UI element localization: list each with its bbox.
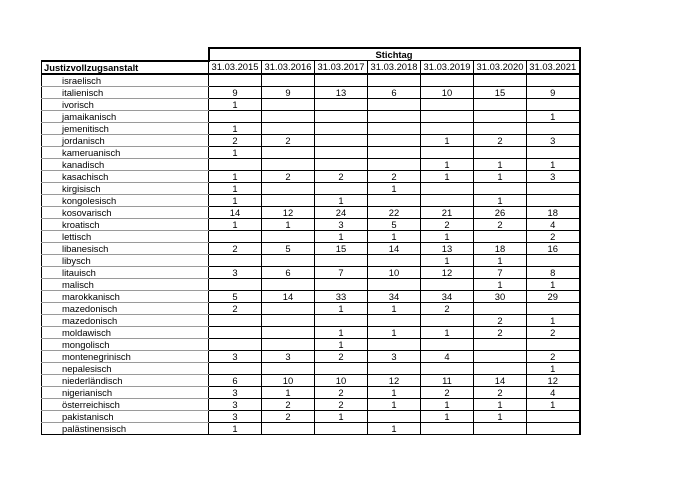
value-cell bbox=[527, 302, 580, 314]
value-cell: 1 bbox=[209, 194, 262, 206]
table-row bbox=[42, 290, 580, 302]
value-cell bbox=[527, 338, 580, 350]
value-cell: 2 bbox=[474, 326, 527, 338]
table-row bbox=[42, 146, 580, 158]
value-cell: 12 bbox=[527, 374, 580, 386]
value-cell: 2 bbox=[262, 398, 315, 410]
value-cell: 12 bbox=[262, 206, 315, 218]
value-cell: 34 bbox=[368, 290, 421, 302]
value-cell: 1 bbox=[315, 410, 368, 422]
value-cell bbox=[421, 74, 474, 87]
value-cell bbox=[368, 158, 421, 170]
value-cell bbox=[474, 110, 527, 122]
table-row bbox=[42, 398, 580, 410]
value-cell: 1 bbox=[527, 110, 580, 122]
value-cell: 1 bbox=[421, 230, 474, 242]
value-cell bbox=[209, 158, 262, 170]
value-cell bbox=[421, 278, 474, 290]
nationality-label: kosovarisch bbox=[42, 206, 209, 218]
table-row bbox=[42, 374, 580, 386]
value-cell: 1 bbox=[209, 218, 262, 230]
value-cell: 1 bbox=[421, 254, 474, 266]
value-cell: 1 bbox=[474, 410, 527, 422]
value-cell bbox=[474, 302, 527, 314]
value-cell bbox=[262, 122, 315, 134]
value-cell: 9 bbox=[262, 86, 315, 98]
value-cell: 2 bbox=[421, 386, 474, 398]
value-cell bbox=[315, 422, 368, 434]
value-cell bbox=[527, 146, 580, 158]
date-header: 31.03.2018 bbox=[368, 61, 421, 74]
nationality-label: mazedonisch bbox=[42, 302, 209, 314]
value-cell: 13 bbox=[315, 86, 368, 98]
value-cell: 3 bbox=[209, 386, 262, 398]
value-cell bbox=[368, 98, 421, 110]
table-row bbox=[42, 230, 580, 242]
value-cell bbox=[262, 110, 315, 122]
table-row bbox=[42, 314, 580, 326]
value-cell bbox=[262, 362, 315, 374]
value-cell bbox=[315, 254, 368, 266]
value-cell bbox=[262, 182, 315, 194]
value-cell: 2 bbox=[209, 302, 262, 314]
nationality-label: kasachisch bbox=[42, 170, 209, 182]
value-cell: 1 bbox=[315, 194, 368, 206]
value-cell bbox=[474, 362, 527, 374]
value-cell bbox=[421, 182, 474, 194]
table-row bbox=[42, 158, 580, 170]
table-row bbox=[42, 254, 580, 266]
value-cell: 1 bbox=[368, 230, 421, 242]
value-cell: 2 bbox=[368, 170, 421, 182]
nationality-label: mazedonisch bbox=[42, 314, 209, 326]
value-cell: 3 bbox=[209, 266, 262, 278]
table-row bbox=[42, 206, 580, 218]
nationality-label: libysch bbox=[42, 254, 209, 266]
table-row bbox=[42, 170, 580, 182]
value-cell: 18 bbox=[527, 206, 580, 218]
value-cell: 22 bbox=[368, 206, 421, 218]
value-cell: 6 bbox=[368, 86, 421, 98]
table-row bbox=[42, 134, 580, 146]
value-cell: 1 bbox=[527, 398, 580, 410]
nationality-label: niederländisch bbox=[42, 374, 209, 386]
value-cell: 2 bbox=[315, 386, 368, 398]
value-cell bbox=[315, 158, 368, 170]
value-cell: 3 bbox=[209, 410, 262, 422]
value-cell: 10 bbox=[368, 266, 421, 278]
value-cell: 5 bbox=[209, 290, 262, 302]
value-cell: 7 bbox=[315, 266, 368, 278]
table-row bbox=[42, 218, 580, 230]
value-cell: 4 bbox=[527, 386, 580, 398]
value-cell: 1 bbox=[262, 218, 315, 230]
value-cell: 1 bbox=[262, 386, 315, 398]
table-row bbox=[42, 350, 580, 362]
value-cell: 5 bbox=[262, 242, 315, 254]
value-cell: 29 bbox=[527, 290, 580, 302]
value-cell bbox=[262, 302, 315, 314]
nationality-label: marokkanisch bbox=[42, 290, 209, 302]
nationality-label: kongolesisch bbox=[42, 194, 209, 206]
table-row bbox=[42, 362, 580, 374]
value-cell: 11 bbox=[421, 374, 474, 386]
value-cell: 9 bbox=[527, 86, 580, 98]
value-cell: 4 bbox=[421, 350, 474, 362]
value-cell: 4 bbox=[527, 218, 580, 230]
table-row bbox=[42, 302, 580, 314]
nationality-label: kameruanisch bbox=[42, 146, 209, 158]
nationality-label: palästinensisch bbox=[42, 422, 209, 434]
value-cell: 1 bbox=[421, 134, 474, 146]
value-cell bbox=[368, 74, 421, 87]
value-cell bbox=[262, 314, 315, 326]
nationality-label: jordanisch bbox=[42, 134, 209, 146]
value-cell: 1 bbox=[368, 398, 421, 410]
value-cell: 1 bbox=[368, 302, 421, 314]
nationality-label: kanadisch bbox=[42, 158, 209, 170]
nationality-label: pakistanisch bbox=[42, 410, 209, 422]
value-cell: 1 bbox=[209, 182, 262, 194]
value-cell bbox=[209, 110, 262, 122]
value-cell: 2 bbox=[262, 134, 315, 146]
value-cell bbox=[527, 410, 580, 422]
value-cell: 1 bbox=[209, 146, 262, 158]
value-cell: 26 bbox=[474, 206, 527, 218]
value-cell: 2 bbox=[421, 218, 474, 230]
header-blank-cell bbox=[42, 48, 209, 61]
value-cell: 1 bbox=[368, 422, 421, 434]
value-cell: 1 bbox=[421, 326, 474, 338]
nationality-label: malisch bbox=[42, 278, 209, 290]
nationality-label: nepalesisch bbox=[42, 362, 209, 374]
value-cell bbox=[368, 254, 421, 266]
value-cell: 10 bbox=[262, 374, 315, 386]
value-cell: 2 bbox=[262, 410, 315, 422]
value-cell: 2 bbox=[474, 134, 527, 146]
table-row bbox=[42, 242, 580, 254]
value-cell: 2 bbox=[315, 350, 368, 362]
value-cell bbox=[421, 422, 474, 434]
value-cell: 13 bbox=[421, 242, 474, 254]
table-row bbox=[42, 326, 580, 338]
value-cell: 6 bbox=[262, 266, 315, 278]
table-row bbox=[42, 86, 580, 98]
value-cell: 14 bbox=[368, 242, 421, 254]
value-cell bbox=[209, 230, 262, 242]
value-cell bbox=[474, 182, 527, 194]
value-cell: 1 bbox=[315, 302, 368, 314]
value-cell: 1 bbox=[368, 182, 421, 194]
nationality-label: jamaikanisch bbox=[42, 110, 209, 122]
value-cell bbox=[474, 98, 527, 110]
table-row bbox=[42, 386, 580, 398]
value-cell bbox=[315, 182, 368, 194]
value-cell bbox=[209, 362, 262, 374]
value-cell: 1 bbox=[368, 386, 421, 398]
value-cell: 1 bbox=[209, 170, 262, 182]
value-cell: 1 bbox=[421, 398, 474, 410]
value-cell: 2 bbox=[474, 218, 527, 230]
value-cell bbox=[368, 278, 421, 290]
value-cell: 1 bbox=[315, 338, 368, 350]
value-cell bbox=[315, 278, 368, 290]
value-cell: 2 bbox=[527, 350, 580, 362]
value-cell: 14 bbox=[209, 206, 262, 218]
value-cell bbox=[315, 122, 368, 134]
value-cell: 30 bbox=[474, 290, 527, 302]
value-cell: 1 bbox=[368, 326, 421, 338]
value-cell bbox=[315, 134, 368, 146]
value-cell bbox=[315, 146, 368, 158]
table-row bbox=[42, 278, 580, 290]
value-cell bbox=[315, 110, 368, 122]
value-cell bbox=[421, 110, 474, 122]
value-cell bbox=[368, 146, 421, 158]
value-cell: 5 bbox=[368, 218, 421, 230]
table-row bbox=[42, 266, 580, 278]
facility-header: Justizvollzugsanstalt bbox=[42, 61, 209, 74]
value-cell bbox=[209, 74, 262, 87]
value-cell bbox=[262, 326, 315, 338]
value-cell bbox=[527, 254, 580, 266]
value-cell bbox=[209, 314, 262, 326]
value-cell bbox=[315, 314, 368, 326]
value-cell bbox=[368, 338, 421, 350]
value-cell: 2 bbox=[209, 242, 262, 254]
value-cell: 3 bbox=[209, 398, 262, 410]
value-cell: 3 bbox=[527, 170, 580, 182]
value-cell bbox=[368, 314, 421, 326]
value-cell bbox=[209, 326, 262, 338]
value-cell: 1 bbox=[474, 194, 527, 206]
value-cell bbox=[315, 74, 368, 87]
value-cell: 1 bbox=[474, 170, 527, 182]
value-cell: 3 bbox=[368, 350, 421, 362]
value-cell: 24 bbox=[315, 206, 368, 218]
value-cell: 15 bbox=[315, 242, 368, 254]
date-header: 31.03.2021 bbox=[527, 61, 580, 74]
date-header: 31.03.2015 bbox=[209, 61, 262, 74]
value-cell: 1 bbox=[209, 98, 262, 110]
value-cell: 7 bbox=[474, 266, 527, 278]
value-cell: 14 bbox=[262, 290, 315, 302]
value-cell bbox=[262, 98, 315, 110]
table-row bbox=[42, 182, 580, 194]
value-cell bbox=[368, 110, 421, 122]
value-cell: 2 bbox=[527, 326, 580, 338]
value-cell: 1 bbox=[421, 170, 474, 182]
date-header: 31.03.2016 bbox=[262, 61, 315, 74]
value-cell: 34 bbox=[421, 290, 474, 302]
nationality-label: israelisch bbox=[42, 74, 209, 87]
value-cell bbox=[474, 422, 527, 434]
value-cell: 14 bbox=[474, 374, 527, 386]
value-cell: 18 bbox=[474, 242, 527, 254]
value-cell: 1 bbox=[474, 158, 527, 170]
value-cell bbox=[474, 230, 527, 242]
value-cell bbox=[421, 362, 474, 374]
value-cell: 2 bbox=[421, 302, 474, 314]
stichtag-header: Stichtag bbox=[209, 48, 580, 61]
value-cell bbox=[262, 158, 315, 170]
statistics-table bbox=[41, 47, 581, 435]
value-cell: 2 bbox=[474, 386, 527, 398]
nationality-label: moldawisch bbox=[42, 326, 209, 338]
value-cell bbox=[368, 134, 421, 146]
value-cell: 10 bbox=[421, 86, 474, 98]
value-cell bbox=[527, 422, 580, 434]
value-cell bbox=[474, 338, 527, 350]
value-cell: 2 bbox=[474, 314, 527, 326]
value-cell bbox=[527, 122, 580, 134]
value-cell: 1 bbox=[315, 326, 368, 338]
value-cell: 3 bbox=[315, 218, 368, 230]
value-cell: 2 bbox=[527, 230, 580, 242]
value-cell bbox=[474, 122, 527, 134]
value-cell: 9 bbox=[209, 86, 262, 98]
value-cell bbox=[368, 194, 421, 206]
value-cell bbox=[527, 182, 580, 194]
value-cell bbox=[421, 194, 474, 206]
value-cell: 2 bbox=[209, 134, 262, 146]
table-row bbox=[42, 338, 580, 350]
value-cell bbox=[262, 230, 315, 242]
table-row bbox=[42, 122, 580, 134]
header-row-dates bbox=[42, 61, 580, 74]
value-cell bbox=[262, 278, 315, 290]
nationality-label: mongolisch bbox=[42, 338, 209, 350]
nationality-label: litauisch bbox=[42, 266, 209, 278]
table-row bbox=[42, 110, 580, 122]
value-cell bbox=[421, 314, 474, 326]
table-row bbox=[42, 74, 580, 87]
value-cell bbox=[474, 74, 527, 87]
value-cell bbox=[315, 362, 368, 374]
table-row bbox=[42, 422, 580, 434]
value-cell: 12 bbox=[421, 266, 474, 278]
value-cell bbox=[421, 98, 474, 110]
value-cell: 1 bbox=[209, 122, 262, 134]
spreadsheet bbox=[41, 47, 581, 435]
nationality-label: ivorisch bbox=[42, 98, 209, 110]
nationality-label: jemenitisch bbox=[42, 122, 209, 134]
nationality-label: lettisch bbox=[42, 230, 209, 242]
value-cell: 1 bbox=[421, 158, 474, 170]
value-cell: 12 bbox=[368, 374, 421, 386]
value-cell: 2 bbox=[315, 170, 368, 182]
value-cell bbox=[368, 362, 421, 374]
value-cell bbox=[527, 194, 580, 206]
value-cell: 3 bbox=[209, 350, 262, 362]
value-cell: 2 bbox=[315, 398, 368, 410]
value-cell: 1 bbox=[474, 398, 527, 410]
nationality-label: kirgisisch bbox=[42, 182, 209, 194]
value-cell bbox=[421, 146, 474, 158]
nationality-label: österreichisch bbox=[42, 398, 209, 410]
value-cell: 8 bbox=[527, 266, 580, 278]
value-cell: 33 bbox=[315, 290, 368, 302]
value-cell: 15 bbox=[474, 86, 527, 98]
value-cell: 1 bbox=[421, 410, 474, 422]
table-row bbox=[42, 410, 580, 422]
table-row bbox=[42, 98, 580, 110]
value-cell bbox=[421, 122, 474, 134]
date-header: 31.03.2019 bbox=[421, 61, 474, 74]
value-cell: 1 bbox=[474, 278, 527, 290]
nationality-label: libanesisch bbox=[42, 242, 209, 254]
value-cell bbox=[262, 146, 315, 158]
value-cell bbox=[209, 254, 262, 266]
value-cell bbox=[262, 194, 315, 206]
value-cell: 1 bbox=[315, 230, 368, 242]
value-cell bbox=[262, 422, 315, 434]
table-row bbox=[42, 194, 580, 206]
value-cell: 2 bbox=[262, 170, 315, 182]
value-cell: 1 bbox=[527, 314, 580, 326]
date-header: 31.03.2020 bbox=[474, 61, 527, 74]
value-cell: 3 bbox=[262, 350, 315, 362]
value-cell bbox=[474, 146, 527, 158]
value-cell bbox=[527, 98, 580, 110]
nationality-label: kroatisch bbox=[42, 218, 209, 230]
value-cell: 10 bbox=[315, 374, 368, 386]
value-cell bbox=[474, 350, 527, 362]
value-cell bbox=[368, 410, 421, 422]
value-cell bbox=[315, 98, 368, 110]
nationality-label: nigerianisch bbox=[42, 386, 209, 398]
value-cell: 1 bbox=[527, 278, 580, 290]
value-cell: 16 bbox=[527, 242, 580, 254]
value-cell bbox=[421, 338, 474, 350]
value-cell: 1 bbox=[209, 422, 262, 434]
header-row-group bbox=[42, 48, 580, 61]
value-cell bbox=[209, 338, 262, 350]
value-cell: 1 bbox=[527, 362, 580, 374]
value-cell bbox=[262, 254, 315, 266]
value-cell: 3 bbox=[527, 134, 580, 146]
nationality-label: italienisch bbox=[42, 86, 209, 98]
value-cell bbox=[368, 122, 421, 134]
nationality-label: montenegrinisch bbox=[42, 350, 209, 362]
value-cell bbox=[209, 278, 262, 290]
value-cell: 1 bbox=[527, 158, 580, 170]
value-cell bbox=[527, 74, 580, 87]
value-cell bbox=[262, 74, 315, 87]
value-cell: 21 bbox=[421, 206, 474, 218]
value-cell: 1 bbox=[474, 254, 527, 266]
date-header: 31.03.2017 bbox=[315, 61, 368, 74]
value-cell bbox=[262, 338, 315, 350]
value-cell: 6 bbox=[209, 374, 262, 386]
